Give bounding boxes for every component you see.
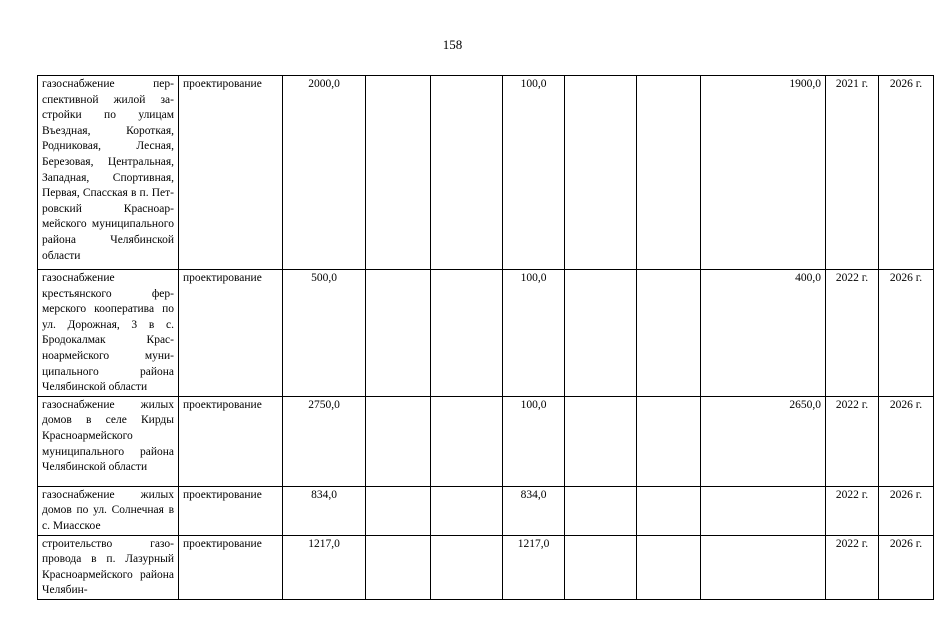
object-name-cell: газоснабжение жилых домов в селе Кирды Красноармейского муниципального района Челябинской области bbox=[38, 396, 179, 486]
total-cost-cell: 834,0 bbox=[283, 486, 366, 535]
total-cost-cell: 2000,0 bbox=[283, 76, 366, 270]
table-row bbox=[38, 270, 934, 397]
object-name-cell: газоснабжение крестьянского фермерского кооператива по ул. Дорожная, 3 в с. Бродокалмак Красноармейского муниципального района Челябинской области bbox=[38, 270, 179, 397]
total-cost-cell: 2750,0 bbox=[283, 396, 366, 486]
amount-cell bbox=[637, 486, 701, 535]
object-name-cell: строительство газопровода в п. Лазурный Красноармейского района Челябин- bbox=[38, 535, 179, 599]
amount-cell bbox=[701, 486, 826, 535]
amount-cell bbox=[431, 270, 503, 397]
amount-cell bbox=[366, 535, 431, 599]
amount-cell bbox=[431, 486, 503, 535]
amount-cell: 400,0 bbox=[701, 270, 826, 397]
start-year-cell: 2022 г. bbox=[826, 396, 879, 486]
amount-cell bbox=[366, 486, 431, 535]
amount-cell bbox=[565, 535, 637, 599]
amount-cell: 100,0 bbox=[503, 270, 565, 397]
table-row bbox=[38, 535, 934, 599]
amount-cell bbox=[431, 535, 503, 599]
start-year-cell: 2022 г. bbox=[826, 270, 879, 397]
amount-cell: 1217,0 bbox=[503, 535, 565, 599]
amount-cell bbox=[565, 486, 637, 535]
amount-cell bbox=[366, 396, 431, 486]
end-year-cell: 2026 г. bbox=[879, 486, 934, 535]
amount-cell: 100,0 bbox=[503, 76, 565, 270]
start-year-cell: 2022 г. bbox=[826, 486, 879, 535]
amount-cell bbox=[565, 396, 637, 486]
end-year-cell: 2026 г. bbox=[879, 270, 934, 397]
end-year-cell: 2026 г. bbox=[879, 535, 934, 599]
start-year-cell: 2022 г. bbox=[826, 535, 879, 599]
end-year-cell: 2026 г. bbox=[879, 396, 934, 486]
amount-cell bbox=[637, 270, 701, 397]
page-number: 158 bbox=[442, 37, 463, 52]
amount-cell bbox=[565, 270, 637, 397]
amount-cell bbox=[431, 76, 503, 270]
stage-cell: проектирование bbox=[179, 486, 283, 535]
amount-cell: 1900,0 bbox=[701, 76, 826, 270]
stage-cell: проектирование bbox=[179, 535, 283, 599]
amount-cell bbox=[431, 396, 503, 486]
object-name-cell: газоснабжение перспективной жилой застройки по улицам Въездная, Короткая, Родниковая, Лесная, Березовая, Центральная, Западная, Спортивная, Первая, Спасская в п. Петровский Красноармейского муниципального района Челябинской области bbox=[38, 76, 179, 270]
stage-cell: проектирование bbox=[179, 396, 283, 486]
amount-cell bbox=[637, 76, 701, 270]
amount-cell bbox=[366, 270, 431, 397]
object-name-cell: газоснабжение жилых домов по ул. Солнечная в с. Миасское bbox=[38, 486, 179, 535]
table-row bbox=[38, 76, 934, 270]
end-year-cell: 2026 г. bbox=[879, 76, 934, 270]
amount-cell bbox=[701, 535, 826, 599]
start-year-cell: 2021 г. bbox=[826, 76, 879, 270]
total-cost-cell: 1217,0 bbox=[283, 535, 366, 599]
amount-cell bbox=[637, 535, 701, 599]
amount-cell bbox=[565, 76, 637, 270]
table-row bbox=[38, 396, 934, 486]
amount-cell: 2650,0 bbox=[701, 396, 826, 486]
investment-table bbox=[37, 75, 934, 600]
amount-cell: 834,0 bbox=[503, 486, 565, 535]
table-body bbox=[38, 76, 934, 600]
stage-cell: проектирование bbox=[179, 270, 283, 397]
amount-cell bbox=[637, 396, 701, 486]
stage-cell: проектирование bbox=[179, 76, 283, 270]
amount-cell bbox=[366, 76, 431, 270]
amount-cell: 100,0 bbox=[503, 396, 565, 486]
total-cost-cell: 500,0 bbox=[283, 270, 366, 397]
table-row bbox=[38, 486, 934, 535]
